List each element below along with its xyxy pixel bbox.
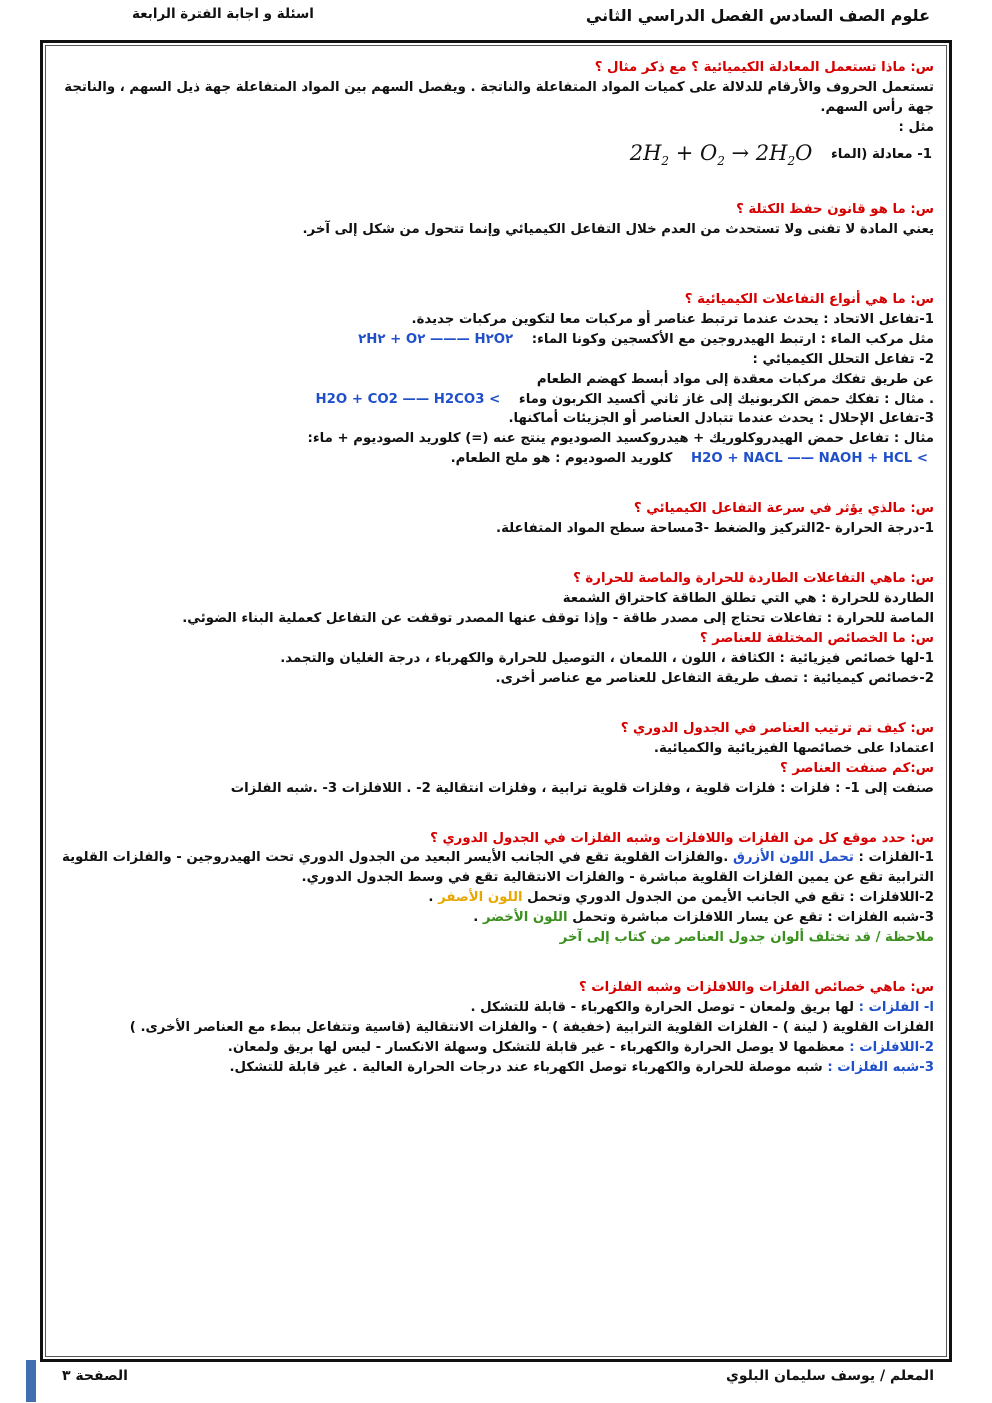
neutralization-example: مثال : تفاعل حمض الهيدروكلوريك + هيدروكسيد الصوديوم ينتج عنه (=) كلوريد الصوديوم + ماء: bbox=[307, 431, 934, 447]
salt-line bbox=[62, 449, 934, 469]
question-element-properties: س: ما الخصائص المختلفة للعناصر ؟ bbox=[699, 630, 934, 646]
metals-location-label: 1-الفلزات : bbox=[853, 850, 934, 866]
exothermic-answer: الطاردة للحرارة : هي التي تطلق الطاقة كاحتراق الشمعة bbox=[562, 591, 934, 607]
decomposition-reaction: 2- تفاعل التحلل الكيميائي : bbox=[752, 351, 934, 367]
salt-equation: H2O + NACL —— NAOH + HCL < bbox=[691, 451, 928, 467]
carbonic-acid-equation: H2O + CO2 —— H2CO3 < bbox=[315, 391, 501, 407]
question-periodic-order: س: كيف تم ترتيب العناصر في الجدول الدوري ؟ bbox=[620, 720, 934, 736]
question-element-locations: س: حدد موقع كل من الفلزات واللافلزات وشبه الفلزات في الجدول الدوري ؟ bbox=[430, 830, 934, 846]
nonmetals-location bbox=[62, 888, 934, 908]
water-equation-line bbox=[62, 138, 932, 170]
water-equation: $2H_2 + O_2 \to 2H_2O$ bbox=[629, 140, 813, 168]
metalloids-location-text: 3-شبه الفلزات : تقع عن يسار اللافلزات مباشرة وتحمل bbox=[567, 910, 934, 926]
carbonic-acid-line bbox=[62, 390, 934, 410]
footer-teacher-name: المعلم / يوسف سليمان البلوي bbox=[725, 1368, 934, 1384]
question-exo-endo: س: ماهي التفاعلات الطاردة للحرارة والماصة للحرارة ؟ bbox=[573, 571, 934, 587]
question-element-classes: س:كم صنفت العناصر ؟ bbox=[780, 760, 934, 776]
metalloids-location-end: . bbox=[473, 910, 483, 926]
metal-groups-properties: الفلزات القلوية ( لينة ) - الفلزات القلوية الترابية (خفيفة ) - والفلزات الانتقالية (قاسية وتتفاعل ببطء مع العناصر الأخرى. ) bbox=[129, 1020, 934, 1035]
question-reaction-rate: س: مالذي يؤثر في سرعة التفاعل الكيميائي ؟ bbox=[633, 501, 934, 517]
answer-element-classes: صنفت إلى 1- : فلزات : فلزات قلوية ، وفلزات قلوية ترابية ، وفلزات انتقالية 2- . اللافلزات 3- .شبه الفلزات bbox=[230, 780, 934, 796]
answer-reaction-rate: 1-درجة الحرارة -2التركيز والضغط -3مساحة سطح المواد المتفاعلة. bbox=[496, 521, 934, 537]
physical-properties: 1-لها خصائص فيزيائية : الكثافة ، اللون ، اللمعان ، التوصيل للحرارة والكهرباء ، درجة الغليان والتجمد. bbox=[280, 650, 934, 666]
metals-location-text: .والفلزات القلوية تقع في الجانب الأيسر البعيد من الجدول الدوري تحت الهيدروجين - والفلزات القلوية الترابية تقع عن يمين الفلزات القلوية مباشرة - والفلزات الانتقالية تقع في وسط الجدول الدوري. bbox=[62, 850, 934, 886]
chemical-properties: 2-خصائص كيميائية : تصف طريقة التفاعل للعناصر مع عناصر أخرى. bbox=[495, 670, 934, 686]
decomposition-description: عن طريق تفكك مركبات معقدة إلى مواد أبسط كهضم الطعام bbox=[536, 371, 934, 387]
metals-label: ا- الفلزات : bbox=[858, 1000, 934, 1016]
color-note: ملاحظة / قد تختلف ألوان جدول العناصر من كتاب إلى آخر bbox=[559, 930, 934, 946]
water-compound-equation: ٢H٢ + O٢ ——— H٢O٢ bbox=[358, 331, 514, 347]
metals-location bbox=[62, 848, 934, 888]
metalloids-properties bbox=[62, 1058, 934, 1078]
nonmetals-location-text: 2-اللافلزات : تقع في الجانب الأيمن من الجدول الدوري وتحمل bbox=[522, 890, 934, 906]
replacement-reaction: 3-تفاعل الإحلال : يحدث عندما تتبادل العناصر أو الجزيئات أماكنها. bbox=[508, 411, 934, 427]
page-side-marker bbox=[26, 1360, 36, 1402]
yellow-color-label: اللون الأصفر bbox=[438, 890, 523, 906]
answer-conservation-of-mass: يعني المادة لا تفنى ولا تستحدث من العدم خلال التفاعل الكيميائي وإنما تتحول من شكل إلى آخر. bbox=[302, 221, 934, 237]
blue-color-label: تحمل اللون الأزرق bbox=[732, 850, 854, 866]
water-compound-line bbox=[62, 330, 934, 350]
water-equation-label: 1- معادلة (الماء bbox=[831, 146, 932, 162]
nonmetals-properties bbox=[62, 1038, 934, 1058]
water-compound-text: مثل مركب الماء : ارتبط الهيدروجين مع الأكسجين وكونا الماء: bbox=[531, 331, 934, 347]
question-conservation-of-mass: س: ما هو قانون حفظ الكتلة ؟ bbox=[736, 201, 934, 217]
metals-properties bbox=[62, 998, 934, 1018]
metalloids-properties-text: شبه موصلة للحرارة والكهرباء توصل الكهرباء عند درجات الحرارة العالية . غير قابلة للتشكل. bbox=[229, 1059, 828, 1075]
answer-chemical-equation: تستعمل الحروف والأرقام للدلالة على كميات المواد المتفاعلة والناتجة . ويفصل السهم بين المواد المتفاعلة جهة ذيل السهم ، والناتجة جهة رأس السهم. bbox=[64, 79, 934, 115]
nonmetals-location-end: . bbox=[428, 890, 439, 906]
header-subject-title: علوم الصف السادس الفصل الدراسي الثاني bbox=[585, 6, 930, 25]
metalloids-label: 3-شبه الفلزات : bbox=[827, 1059, 934, 1075]
nonmetals-label: 2-اللافلزات : bbox=[849, 1039, 934, 1055]
carbonic-acid-text: . مثال : تفكك حمض الكربونيك إلى غاز ثاني أكسيد الكربون وماء bbox=[518, 391, 934, 407]
green-color-label: اللون الأخضر bbox=[482, 910, 568, 926]
synthesis-reaction: 1-تفاعل الاتحاد : يحدث عندما ترتبط عناصر أو مركبات معا لتكوين مركبات جديدة. bbox=[411, 311, 934, 327]
nonmetals-properties-text: معظمها لا يوصل الحرارة والكهرباء - غير قابلة للتشكل وسهلة الانكسار - ليس لها بريق ولمعان. bbox=[227, 1039, 850, 1055]
question-reaction-types: س: ما هي أنواع التفاعلات الكيميائية ؟ bbox=[684, 291, 934, 307]
metalloids-location bbox=[62, 908, 934, 928]
answer-periodic-order: اعتمادا على خصائصها الفيزيائية والكميائية. bbox=[653, 740, 934, 756]
metals-properties-text: لها بريق ولمعان - توصل الحرارة والكهرباء - قابلة للتشكل . bbox=[470, 1000, 859, 1016]
question-chemical-equation: س: ماذا تستعمل المعادلة الكيميائية ؟ مع ذكر مثال ؟ bbox=[594, 60, 934, 75]
footer-page-number: الصفحة ٣ bbox=[62, 1368, 128, 1384]
example-label: مثل : bbox=[898, 119, 934, 135]
question-element-characteristics: س: ماهي خصائص الفلزات واللافلزات وشبه الفلزات ؟ bbox=[578, 980, 934, 996]
salt-text: كلوريد الصوديوم : هو ملح الطعام. bbox=[450, 451, 673, 467]
worksheet-content bbox=[62, 58, 934, 1078]
endothermic-answer: الماصة للحرارة : تفاعلات تحتاج إلى مصدر طاقة - وإذا توقف عنها المصدر توقفت عن التفاعل كعملية البناء الضوئي. bbox=[182, 611, 934, 626]
header-period-title: اسئلة و اجابة الفترة الرابعة bbox=[132, 6, 314, 22]
